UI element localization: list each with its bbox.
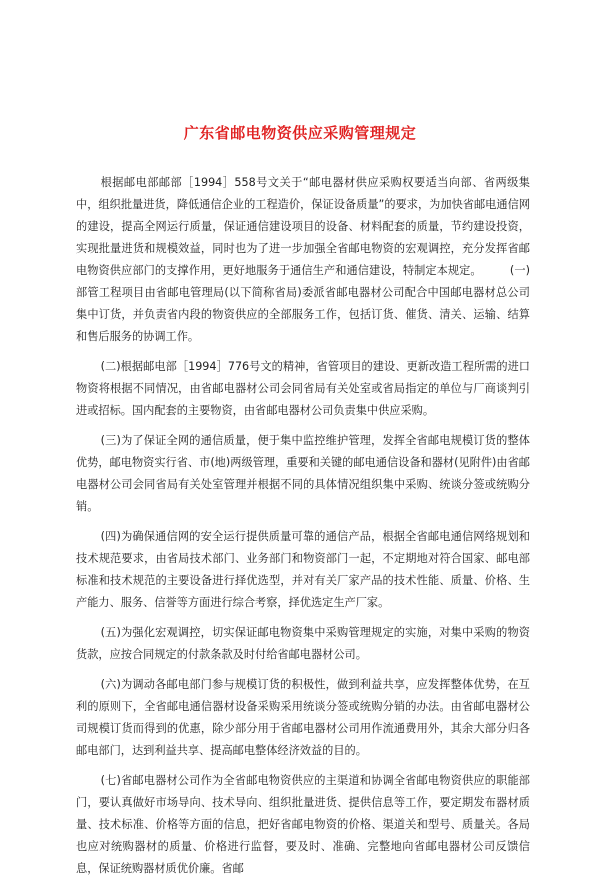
paragraph-4: (四)为确保通信网的安全运行提供质量可靠的通信产品，根据全省邮电通信网络规划和技术规范要求，由省局技术部门、业务部门和物资部门一起，不定期地对符合国家、邮电部标准和技术规范的主要设备进行择优选型，并对有关厂家产品的技术性能、质量、价格、生产能力、服务、信誉等方面进行综合考察，择优选定生产厂家。 [76,530,530,609]
document-title: 广东省邮电物资供应采购管理规定 [183,124,417,142]
paragraph-6: (六)为调动各邮电部门参与规模订货的积极性，做到利益共享，应发挥整体优势，在互利的原则下，全省邮电通信器材设备采购采用统谈分签或统购分销的办法。由省邮电器材公司规模订货而得到的优惠，除少部分用于省邮电器材公司用作流通费用外，其余大部分归各邮电部门，达到利益共享、提高邮电整体经济效益的目的。 [76,678,530,757]
document-body [76,172,530,888]
paragraph-7: (七)省邮电器材公司作为全省邮电物资供应的主渠道和协调全省邮电物资供应的职能部门，要认真做好市场导向、技术导向、组织批量进货、提供信息等工作，要定期发布器材质量、技术标准、价格等方面的信息，把好省邮电物资的价格、渠道关和型号、质量关。各局也应对统购器材的质量、价格进行监督，要及时、准确、完整地向省邮电器材公司反馈信息，保证统购器材质优价廉。省邮 [76,774,530,875]
paragraph-5: (五)为强化宏观调控，切实保证邮电物资集中采购管理规定的实施，对集中采购的物资货款，应按合同规定的付款条款及时付给省邮电器材公司。 [76,626,530,661]
paragraph-3: (三)为了保证全网的通信质量，便于集中监控维护管理，发挥全省邮电规模订货的整体优势，邮电物资实行省、市(地)两级管理，重要和关键的邮电通信设备和器材(见附件)由省邮电器材公司会同省局有关处室管理并根据不同的具体情况组织集中采购、统谈分签或统购分销。 [76,434,530,513]
paragraph-intro: 根据邮电部邮部［1994］558号文关于“邮电器材供应采购权要适当向部、省两级集中，组织批量进货，降低通信企业的工程造价，保证设备质量”的要求，为加快省邮电通信网的建设，提高全网运行质量，保证通信建设项目的设备、材料配套的质量，节约建设投资，实现批量进货和规模效益，同时也为了进一步加强全省邮电物资的宏观调控，充分发挥省邮电物资供应部门的支撑作用，更好地服务于通信生产和通信建设，特制定本规定。 (一)部管工程项目由省邮电管理局(以下简称省局)委派省邮电器材公司配合中国邮电器材总公司集中订货，并负责省内段的物资供应的全部服务工作，包括订货、催货、清关、运输、结算和售后服务的协调工作。 [76,176,530,343]
paragraph-2: (二)根据邮电部［1994］776号文的精神，省管项目的建设、更新改造工程所需的进口物资将根据不同情况，由省邮电器材公司会同省局有关处室或省局指定的单位与厂商谈判引进或招标。国内配套的主要物资，由省邮电器材公司负责集中供应采购。 [76,360,530,417]
